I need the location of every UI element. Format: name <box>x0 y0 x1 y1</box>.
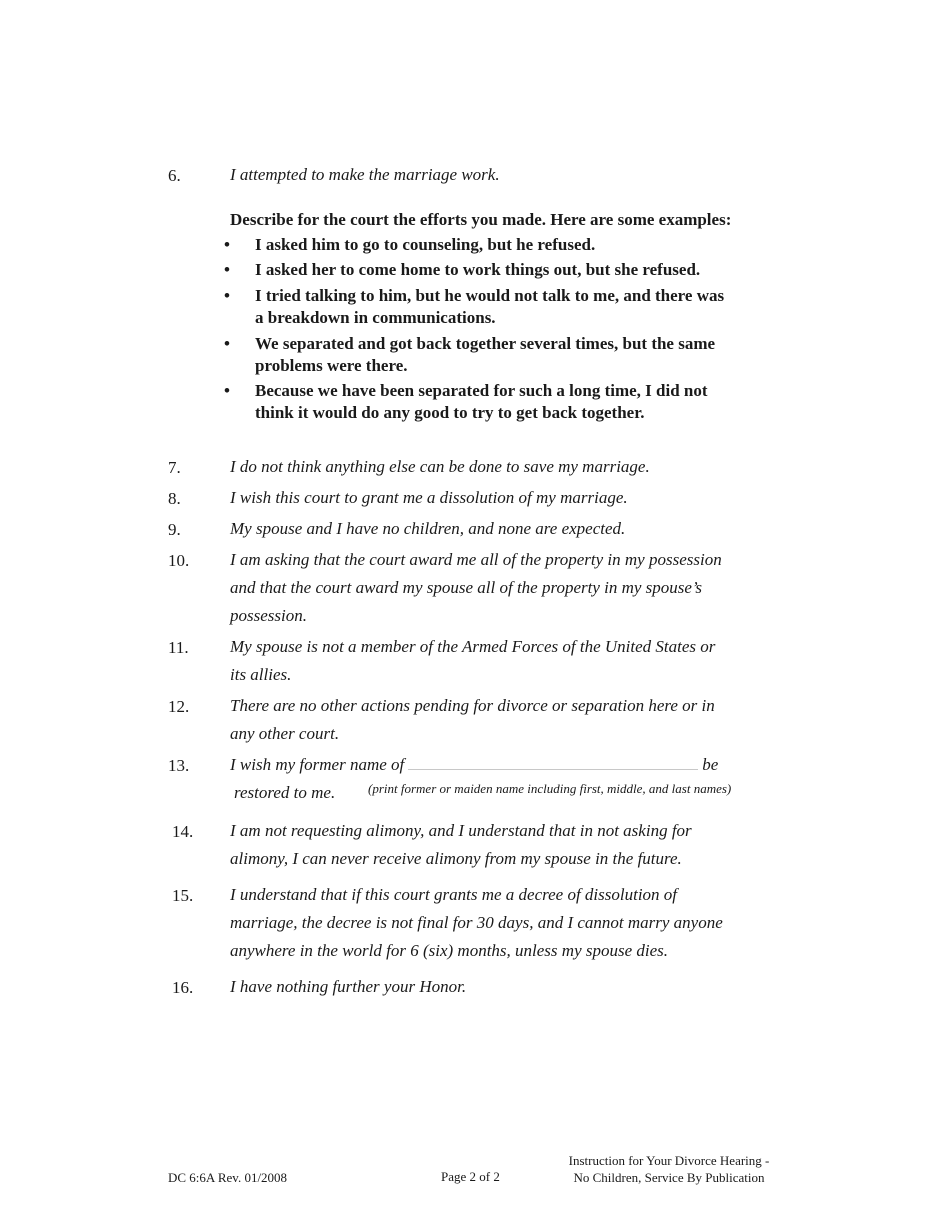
item-11-line-2: its allies. <box>230 665 292 684</box>
item-9-number: 9. <box>168 520 181 539</box>
example-2-line-1: I asked her to come home to work things out, but she refused. <box>255 260 701 279</box>
example-4 <box>255 333 715 377</box>
item-13-line-2: restored to me. <box>234 783 336 802</box>
item-6-line-1: I attempted to make the marriage work. <box>230 165 500 184</box>
item-15-line-2: marriage, the decree is not final for 30 days, and I cannot marry anyone <box>230 913 723 932</box>
example-4-line-1: We separated and got back together several times, but the same <box>255 334 716 353</box>
footer-title <box>540 1152 798 1186</box>
example-4-line-2: problems were there. <box>255 356 408 375</box>
instructions-heading: Describe for the court the efforts you made. Here are some examples: <box>230 210 732 229</box>
example-5-line-1: Because we have been separated for such a long time, I did not <box>255 381 708 400</box>
item-8-line-1: I wish this court to grant me a dissolution of my marriage. <box>230 488 628 507</box>
item-9-line-1: My spouse and I have no children, and none are expected. <box>230 519 626 538</box>
bullet-5: • <box>224 381 230 400</box>
item-10-line-2: and that the court award my spouse all of the property in my spouse’s <box>230 578 703 597</box>
item-6-text <box>230 161 500 189</box>
item-16-line-1: I have nothing further your Honor. <box>230 977 467 996</box>
item-13-suffix: be <box>702 755 719 774</box>
bullet-4: • <box>224 334 230 353</box>
item-6-number: 6. <box>168 166 181 185</box>
item-7-line-1: I do not think anything else can be done to save my marriage. <box>230 457 650 476</box>
item-14-line-2: alimony, I can never receive alimony from my spouse in the future. <box>230 849 682 868</box>
item-7-text <box>230 453 650 481</box>
example-3-line-1: I tried talking to him, but he would not talk to me, and there was <box>255 286 725 305</box>
former-name-hint: (print former or maiden name including first, middle, and last names) <box>368 781 732 796</box>
item-13-prefix: I wish my former name of <box>230 755 405 774</box>
item-16-text <box>230 973 466 1001</box>
item-11-text <box>230 633 715 689</box>
item-14-line-1: I am not requesting alimony, and I understand that in not asking for <box>230 821 692 840</box>
item-15-line-1: I understand that if this court grants me a decree of dissolution of <box>230 885 678 904</box>
item-8-text <box>230 484 628 512</box>
footer-title-line-2: No Children, Service By Publication <box>573 1170 765 1185</box>
item-15-number: 15. <box>172 886 194 905</box>
item-12-number: 12. <box>168 697 190 716</box>
bullet-2: • <box>224 260 230 279</box>
footer-form-code: DC 6:6A Rev. 01/2008 <box>168 1170 288 1185</box>
item-13-text <box>230 751 718 779</box>
item-14-text <box>230 817 692 873</box>
item-14-number: 14. <box>172 822 194 841</box>
item-11-number: 11. <box>168 638 189 657</box>
item-13-number: 13. <box>168 756 190 775</box>
item-12-line-2: any other court. <box>230 724 340 743</box>
item-10-line-1: I am asking that the court award me all of the property in my possession <box>230 550 722 569</box>
item-15-line-3: anywhere in the world for 6 (six) months, unless my spouse dies. <box>230 941 669 960</box>
item-16-number: 16. <box>172 978 194 997</box>
former-name-blank[interactable] <box>408 751 698 770</box>
item-11-line-1: My spouse is not a member of the Armed Forces of the United States or <box>230 637 716 656</box>
item-9-text <box>230 515 625 543</box>
footer-title-line-1: Instruction for Your Divorce Hearing - <box>568 1153 770 1168</box>
item-15-text <box>230 881 723 965</box>
example-5-line-2: think it would do any good to try to get back together. <box>255 403 645 422</box>
item-10-line-3: possession. <box>230 606 307 625</box>
item-10-number: 10. <box>168 551 190 570</box>
footer-page-number: Page 2 of 2 <box>441 1169 500 1184</box>
item-12-line-1: There are no other actions pending for divorce or separation here or in <box>230 696 715 715</box>
example-3 <box>255 285 724 329</box>
item-7-number: 7. <box>168 458 181 477</box>
example-3-line-2: a breakdown in communications. <box>255 308 496 327</box>
example-1-line-1: I asked him to go to counseling, but he refused. <box>255 235 596 254</box>
bullet-1: • <box>224 235 230 254</box>
item-10-text <box>230 546 722 630</box>
item-12-text <box>230 692 715 748</box>
example-2 <box>255 259 700 281</box>
example-1 <box>255 234 595 256</box>
item-8-number: 8. <box>168 489 181 508</box>
bullet-3: • <box>224 286 230 305</box>
example-5 <box>255 380 708 424</box>
